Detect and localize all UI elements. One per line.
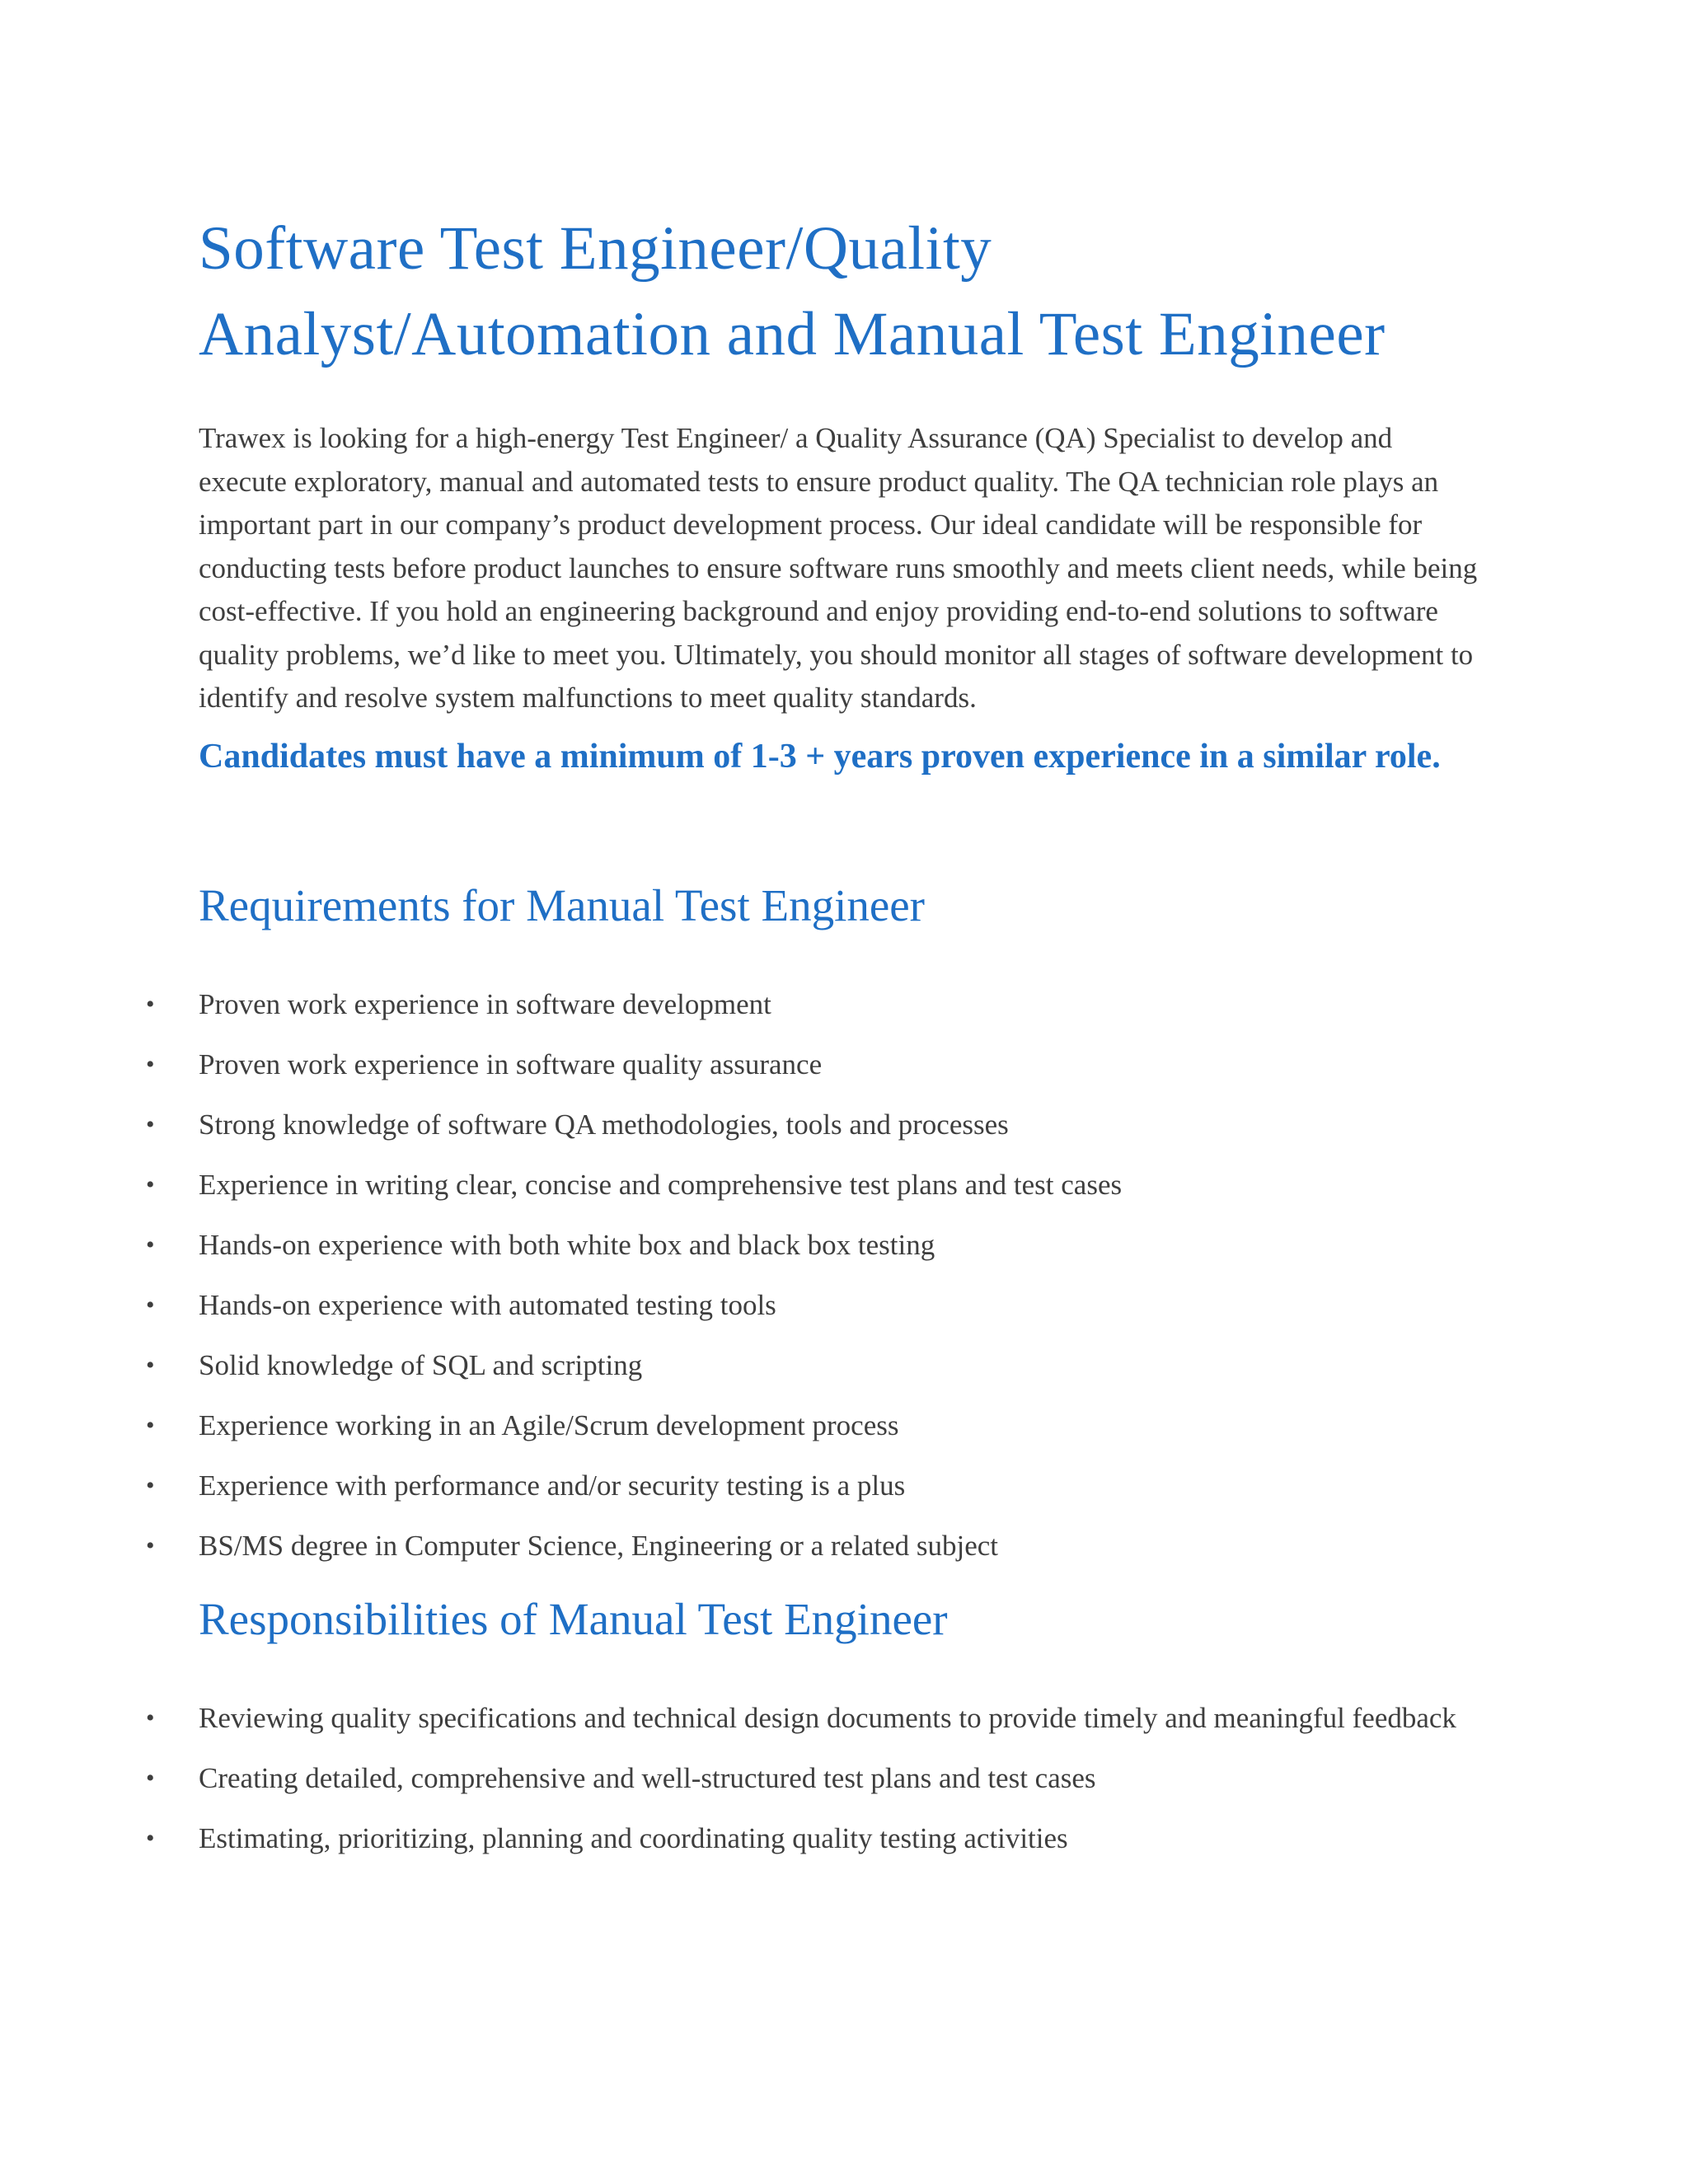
bullet-icon: • [146,1411,155,1439]
list-item [146,1094,1501,1155]
responsibilities-heading: Responsibilities of Manual Test Engineer [199,1593,948,1644]
document-page [146,206,1501,1868]
list-item-text: Proven work experience in software quality assurance [199,1047,823,1080]
page-title-line-2: Analyst/Automation and Manual Test Engineer [199,300,1386,368]
requirements-list [146,974,1501,1576]
requirements-heading: Requirements for Manual Test Engineer [199,879,925,930]
list-item-text: Experience working in an Agile/Scrum development process [199,1408,899,1441]
list-item-text: Hands-on experience with both white box and black box testing [199,1228,935,1261]
list-item [146,1215,1501,1275]
list-item-text: Experience in writing clear, concise and comprehensive test plans and test cases [199,1168,1123,1201]
list-item-text: Reviewing quality specifications and technical design documents to provide timely and meaningful feedback [199,1701,1456,1734]
list-item-text: BS/MS degree in Computer Science, Engineering or a related subject [199,1529,999,1562]
bullet-icon: • [146,1291,155,1319]
list-item [146,1516,1501,1576]
intro-paragraph: Trawex is looking for a high-energy Test Engineer/ a Quality Assurance (QA) Specialist to develop and execute exploratory, manual and automated tests to ensure product quality. The QA technician role plays an important part in our company’s product development process. Our ideal candidate will be responsible for conducting tests before product launches to ensure software runs smoothly and meets client needs, while being cost-effective. If you hold an engineering background and enjoy providing end-to-end solutions to software quality problems, we’d like to meet you. Ultimately, you should monitor all stages of software development to identify and resolve system malfunctions to meet quality standards. [199,422,1478,714]
list-item [146,1395,1501,1455]
bullet-icon: • [146,1531,155,1559]
list-item [146,1455,1501,1516]
page-title-line-1: Software Test Engineer/Quality [199,214,992,283]
experience-highlight: Candidates must have a minimum of 1-3 + years proven experience in a similar role. [199,737,1441,776]
list-item-text: Hands-on experience with automated testing tools [199,1288,776,1321]
bullet-icon: • [146,1704,155,1732]
list-item-text: Solid knowledge of SQL and scripting [199,1348,643,1381]
list-item-text: Estimating, prioritizing, planning and coordinating quality testing activities [199,1821,1068,1854]
bullet-icon: • [146,1050,155,1078]
list-item-text: Proven work experience in software development [199,987,771,1020]
bullet-icon: • [146,1824,155,1852]
list-item [146,1034,1501,1094]
bullet-icon: • [146,1764,155,1792]
list-item [146,1275,1501,1335]
list-item-text: Strong knowledge of software QA methodologies, tools and processes [199,1108,1009,1141]
list-item [146,1748,1484,1808]
list-item [146,1335,1501,1395]
list-item [146,1155,1501,1215]
bullet-icon: • [146,1230,155,1258]
page-title [199,206,1501,377]
list-item-text: Experience with performance and/or security testing is a plus [199,1469,906,1502]
bullet-icon: • [146,1471,155,1499]
responsibilities-list [146,1688,1501,1868]
bullet-icon: • [146,1170,155,1198]
list-item-text: Creating detailed, comprehensive and well-structured test plans and test cases [199,1761,1096,1794]
list-item [146,974,1501,1034]
bullet-icon: • [146,1351,155,1379]
list-item [146,1688,1484,1748]
bullet-icon: • [146,990,155,1018]
list-item [146,1808,1484,1868]
bullet-icon: • [146,1110,155,1138]
